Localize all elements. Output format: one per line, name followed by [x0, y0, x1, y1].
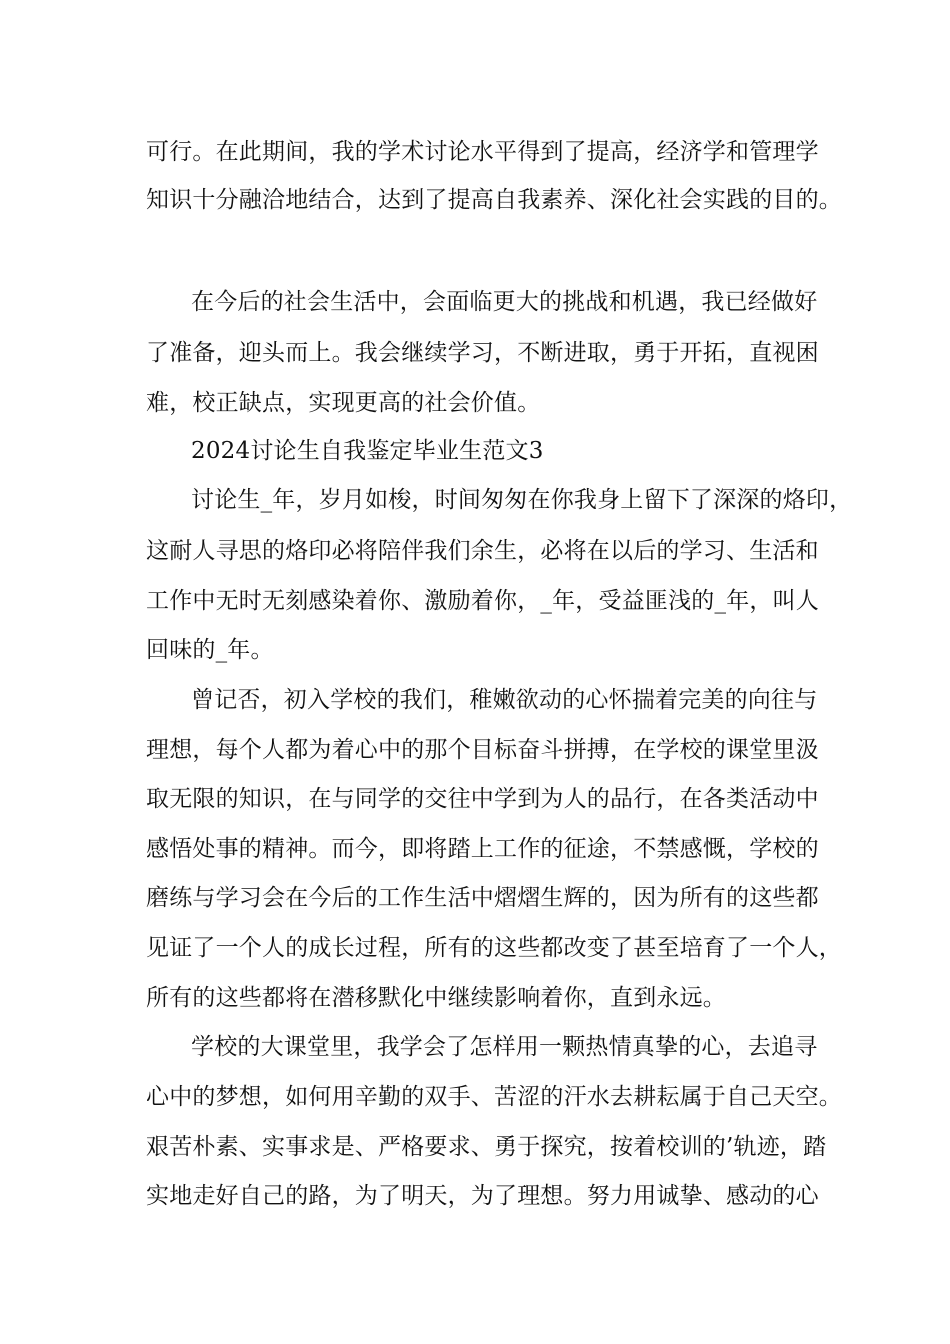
- paragraph-line: 取无限的知识，在与同学的交往中学到为人的品行，在各类活动中: [146, 786, 819, 812]
- paragraph-line: 知识十分融洽地结合，达到了提高自我素养、深化社会实践的目的。: [146, 187, 842, 213]
- paragraph-line: 实地走好自己的路，为了明天，为了理想。努力用诚挚、感动的心: [146, 1183, 819, 1209]
- paragraph-line: 磨练与学习会在今后的工作生活中熠熠生辉的，因为所有的这些都: [146, 885, 819, 911]
- paragraph-line: 心中的梦想，如何用辛勤的双手、苦涩的汗水去耕耘属于自己天空。: [146, 1084, 842, 1110]
- section-heading: 2024讨论生自我鉴定毕业生范文3: [191, 438, 544, 464]
- paragraph-line: 理想，每个人都为着心中的那个目标奋斗拼搏，在学校的课堂里汲: [146, 737, 819, 763]
- paragraph-line: 可行。在此期间，我的学术讨论水平得到了提高，经济学和管理学: [146, 139, 819, 165]
- paragraph-line: 工作中无时无刻感染着你、激励着你，_年，受益匪浅的_年，叫人: [146, 588, 819, 614]
- paragraph-line: 感悟处事的精神。而今，即将踏上工作的征途，不禁感慨，学校的: [146, 836, 819, 862]
- paragraph-line: 讨论生_年，岁月如梭，时间匆匆在你我身上留下了深深的烙印，: [191, 487, 853, 513]
- paragraph-line: 了准备，迎头而上。我会继续学习，不断进取，勇于开拓，直视困: [146, 340, 819, 366]
- paragraph-line: 艰苦朴素、实事求是、严格要求、勇于探究，按着校训的’轨迹，踏: [146, 1134, 827, 1160]
- paragraph-line: 在今后的社会生活中，会面临更大的挑战和机遇，我已经做好: [191, 289, 818, 315]
- paragraph-line: 曾记否，初入学校的我们，稚嫩欲动的心怀揣着完美的向往与: [191, 687, 818, 713]
- paragraph-line: 回味的_年。: [146, 637, 274, 663]
- paragraph-line: 难，校正缺点，实现更高的社会价值。: [146, 390, 541, 416]
- paragraph-line: 见证了一个人的成长过程，所有的这些都改变了甚至培育了一个人，: [146, 935, 842, 961]
- paragraph-line: 所有的这些都将在潜移默化中继续影响着你，直到永远。: [146, 985, 726, 1011]
- paragraph-line: 这耐人寻思的烙印必将陪伴我们余生，必将在以后的学习、生活和: [146, 538, 819, 564]
- paragraph-line: 学校的大课堂里，我学会了怎样用一颗热情真挚的心，去追寻: [191, 1034, 818, 1060]
